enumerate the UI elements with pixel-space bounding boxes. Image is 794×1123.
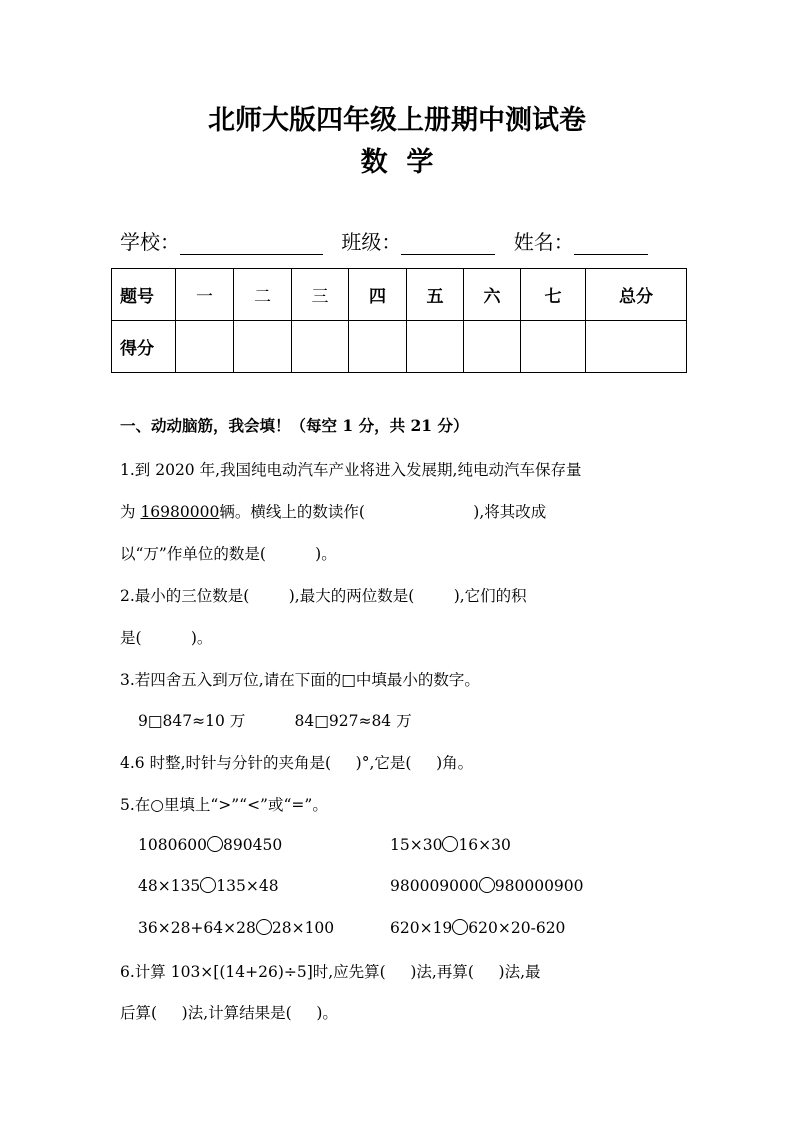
question-1-line-2 (120, 500, 546, 522)
compare-circle[interactable] (442, 836, 458, 852)
question-1-line-3: 以“万”作单位的数是( )。 (120, 545, 337, 563)
student-info-row (120, 226, 654, 255)
comparison-right: 16×30 (458, 836, 511, 854)
table-cell: 七 (521, 269, 586, 321)
score-input-cell[interactable] (234, 321, 292, 373)
question-1-line-1: 1.到 2020 年,我国纯电动汽车产业将进入发展期,纯电动汽车保存量 (120, 461, 582, 479)
comparison-item (138, 919, 334, 937)
question-3-line-1: 3.若四舍五入到万位,请在下面的□中填最小的数字。 (120, 671, 480, 689)
school-blank[interactable] (180, 232, 323, 255)
question-2-line-2: 是( )。 (120, 629, 213, 647)
comparison-left: 48×135 (138, 877, 201, 895)
score-input-cell[interactable] (407, 321, 464, 373)
class-label: 班级： (341, 230, 402, 254)
comparison-right: 620×20-620 (468, 919, 566, 937)
question-4-line-1: 4.6 时整,时针与分针的夹角是( )°,它是( )角。 (120, 754, 474, 772)
subject-title: 数 学 (360, 147, 434, 178)
table-cell: 题号 (112, 269, 176, 321)
score-input-cell[interactable] (292, 321, 349, 373)
section-heading: 一、动动脑筋，我会填！（每空 1 分，共 21 分） (120, 416, 469, 435)
score-input-cell[interactable] (521, 321, 586, 373)
comparison-right: 135×48 (216, 877, 279, 895)
compare-circle[interactable] (452, 919, 468, 935)
exam-title: 北师大版四年级上册期中测试卷 (208, 105, 586, 136)
compare-circle[interactable] (200, 877, 216, 893)
table-cell: 六 (464, 269, 521, 321)
comparison-item (138, 877, 279, 895)
comparison-left: 36×28+64×28 (138, 919, 256, 937)
q1-prefix: 为 (120, 503, 141, 521)
comparison-right: 28×100 (271, 919, 335, 937)
score-input-cell[interactable] (176, 321, 234, 373)
comparison-left: 1080600 (138, 836, 208, 854)
comparison-item (390, 877, 584, 895)
comparison-left: 620×19 (390, 919, 453, 937)
compare-circle[interactable] (207, 836, 223, 852)
comparison-item (138, 836, 282, 854)
question-6-line-1: 6.计算 103×[(14+26)÷5]时,应先算( )法,再算( )法,最 (120, 963, 541, 981)
question-5-line-1: 5.在○里填上“>”“<”或“=”。 (120, 796, 328, 814)
table-cell: 三 (292, 269, 349, 321)
score-table-header-row (112, 269, 687, 321)
name-blank[interactable] (574, 232, 648, 255)
comparison-left: 980009000 (390, 877, 479, 895)
score-table (111, 268, 687, 373)
comparison-left: 15×30 (390, 836, 443, 854)
score-table-score-row (112, 321, 687, 373)
question-3-line-2: 9□847≈10 万 84□927≈84 万 (138, 712, 412, 730)
q1-suffix: 辆。横线上的数读作( ),将其改成 (219, 503, 547, 521)
score-input-cell[interactable] (349, 321, 407, 373)
question-6-line-2: 后算( )法,计算结果是( )。 (120, 1004, 338, 1022)
table-cell: 二 (234, 269, 292, 321)
compare-circle[interactable] (256, 919, 272, 935)
class-blank[interactable] (401, 232, 495, 255)
comparison-right: 890450 (223, 836, 283, 854)
name-label: 姓名： (513, 230, 574, 254)
score-input-cell[interactable] (586, 321, 687, 373)
compare-circle[interactable] (479, 877, 495, 893)
school-label: 学校： (120, 230, 180, 254)
table-cell: 得分 (112, 321, 176, 373)
question-2-line-1: 2.最小的三位数是( ),最大的两位数是( ),它们的积 (120, 587, 527, 605)
table-cell: 一 (176, 269, 234, 321)
comparison-right: 980000900 (494, 877, 584, 895)
comparison-item (390, 836, 511, 854)
table-cell: 四 (349, 269, 407, 321)
score-input-cell[interactable] (464, 321, 521, 373)
table-cell: 总分 (586, 269, 687, 321)
q1-underlined-number: 16980000 (140, 503, 220, 521)
comparison-item (390, 919, 565, 937)
table-cell: 五 (407, 269, 464, 321)
